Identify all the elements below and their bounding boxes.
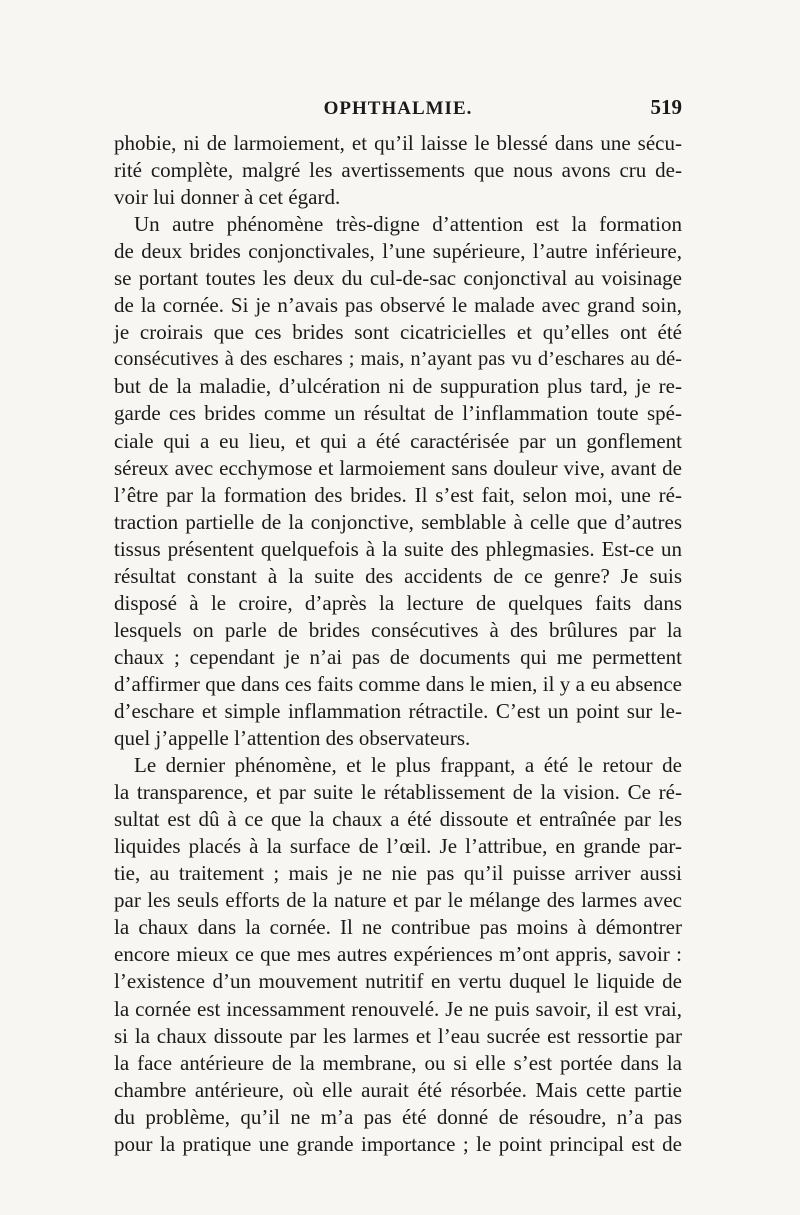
text-line: résultat constant à la suite des accidents de ce genre? Je suis	[114, 563, 682, 588]
text-line: chaux ; cependant je n’ai pas de documents qui me permettent	[114, 644, 682, 669]
text-line: ciale qui a eu lieu, et qui a été caractérisée par un gonflement	[114, 428, 682, 453]
text-line: but de la maladie, d’ulcération ni de suppuration plus tard, je re-	[114, 374, 682, 399]
text-line: la transparence, et par suite le rétablissement de la vision. Ce ré-	[114, 780, 682, 805]
text-line: du problème, qu’il ne m’a pas été donné de résoudre, n’a pas	[114, 1104, 682, 1129]
text-line: rité complète, malgré les avertissements que nous avons cru de-	[114, 158, 682, 183]
text-line: phobie, ni de larmoiement, et qu’il laisse le blessé dans une sécu-	[114, 131, 682, 155]
text-line: consécutives à des eschares ; mais, n’ayant pas vu d’eschares au dé-	[114, 348, 682, 371]
text-line: Un autre phénomène très-digne d’attention est la formation	[134, 212, 682, 237]
text-line: séreux avec ecchymose et larmoiement sans douleur vive, avant de	[114, 455, 682, 480]
running-head	[114, 92, 682, 122]
text-line: sultat est dû à ce que la chaux a été dissoute et entraînée par les	[114, 807, 682, 832]
text-line: disposé à le croire, d’après la lecture de quelques faits dans	[114, 590, 682, 615]
text-line: si la chaux dissoute par les larmes et l’eau sucrée est ressortie par	[114, 1023, 682, 1048]
text-line: la face antérieure de la membrane, ou si elle s’est portée dans la	[114, 1050, 682, 1075]
text-line: garde ces brides comme un résultat de l’inflammation toute spé-	[114, 401, 682, 426]
body-text	[114, 130, 682, 1158]
text-line: chambre antérieure, où elle aurait été résorbée. Mais cette partie	[114, 1077, 682, 1102]
page-number: 519	[650, 95, 682, 119]
text-line: pour la pratique une grande importance ; le point principal est de	[114, 1131, 682, 1156]
text-line: encore mieux ce que mes autres expériences m’ont appris, savoir :	[114, 942, 682, 967]
text-line: tie, au traitement ; mais je ne nie pas qu’il puisse arriver aussi	[114, 861, 682, 886]
text-line: la cornée est incessamment renouvelé. Je ne puis savoir, il est vrai,	[114, 996, 682, 1021]
text-line: se portant toutes les deux du cul-de-sac conjonctival au voisinage	[114, 266, 682, 291]
text-line: de deux brides conjonctivales, l’une supérieure, l’autre inférieure,	[114, 239, 682, 264]
running-title: OPHTHALMIE.	[323, 98, 473, 119]
text-line: lesquels on parle de brides consécutives à des brûlures par la	[114, 617, 682, 642]
text-line: l’être par la formation des brides. Il s’est fait, selon moi, une ré-	[114, 482, 682, 507]
text-line: d’affirmer que dans ces faits comme dans le mien, il y a eu absence	[114, 671, 682, 696]
text-line: de la cornée. Si je n’avais pas observé le malade avec grand soin,	[114, 293, 682, 318]
text-line: liquides placés à la surface de l’œil. Je l’attribue, en grande par-	[114, 834, 682, 859]
text-line: par les seuls efforts de la nature et par le mélange des larmes avec	[114, 888, 682, 913]
text-line: je croirais que ces brides sont cicatricielles et qu’elles ont été	[114, 320, 682, 345]
text-line: d’eschare et simple inflammation rétractile. C’est un point sur le-	[114, 698, 682, 723]
text-line: quel j’appelle l’attention des observateurs.	[114, 726, 471, 751]
text-line: la chaux dans la cornée. Il ne contribue pas moins à démontrer	[114, 915, 682, 940]
text-line: voir lui donner à cet égard.	[114, 185, 341, 210]
text-line: traction partielle de la conjonctive, semblable à celle que d’autres	[114, 509, 682, 534]
text-line: l’existence d’un mouvement nutritif en vertu duquel le liquide de	[114, 969, 682, 994]
text-line: tissus présentent quelquefois à la suite des phlegmasies. Est-ce un	[114, 536, 682, 561]
text-line: Le dernier phénomène, et le plus frappant, a été le retour de	[134, 753, 682, 778]
